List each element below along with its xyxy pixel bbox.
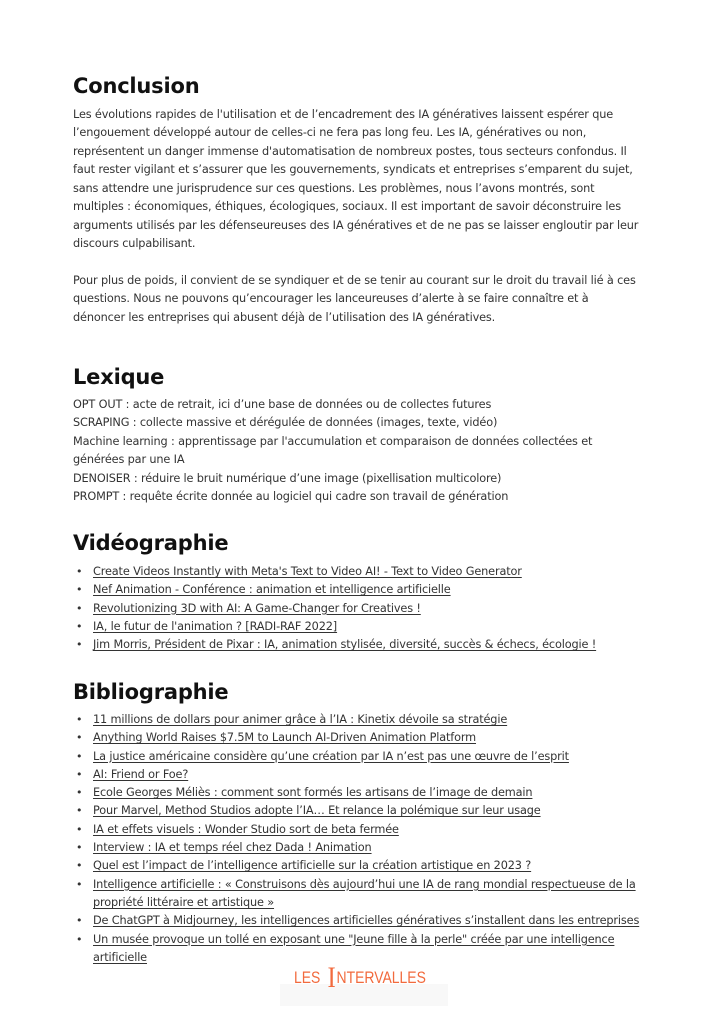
link-text-line[interactable]: Ecole Georges Méliès : comment sont formés les artisans de l’image de demain bbox=[93, 786, 533, 800]
videographie-heading: Vidéographie bbox=[73, 531, 229, 555]
bibliographie-link[interactable] bbox=[93, 748, 663, 766]
videographie-link[interactable] bbox=[93, 581, 663, 599]
list-item bbox=[73, 839, 663, 857]
link-text-line[interactable]: Jim Morris, Président de Pixar : IA, animation stylisée, diversité, succès & échecs, écologie ! bbox=[93, 638, 597, 652]
text-line: dénoncer les entreprises qui abusent déjà de l’utilisation des IA génératives. bbox=[73, 310, 496, 324]
bullet-icon: • bbox=[76, 914, 83, 928]
text-line: discours culpabilisant. bbox=[73, 237, 196, 251]
bibliographie-section bbox=[73, 678, 663, 967]
link-text-line[interactable]: La justice américaine considère qu’une création par IA n’est pas une œuvre de l’esprit bbox=[93, 749, 569, 763]
text-line: Machine learning : apprentissage par l'accumulation et comparaison de données collectées et bbox=[73, 434, 593, 448]
bibliographie-heading: Bibliographie bbox=[73, 680, 229, 704]
bullet-icon: • bbox=[76, 804, 83, 818]
text-line: questions. Nous ne pouvons qu’encourager les lanceureuses d’alerte à se faire connaître et à bbox=[73, 292, 589, 306]
link-text-line[interactable]: Intelligence artificielle : « Construisons dès aujourd’hui une IA de rang mondial respectueuse de la bbox=[93, 877, 636, 891]
link-text-line[interactable]: IA, le futur de l'animation ? [RADI-RAF 2022] bbox=[93, 619, 338, 633]
bullet-icon: • bbox=[76, 565, 83, 578]
list-item bbox=[73, 711, 663, 729]
bibliographie-link[interactable] bbox=[93, 912, 663, 930]
logo-initial: I bbox=[327, 961, 336, 994]
list-item bbox=[73, 600, 663, 618]
videographie-section bbox=[73, 529, 663, 654]
text-line: l’engouement développé autour de celles-ci ne fera pas long feu. Les IA, génératives ou non, bbox=[73, 126, 587, 140]
link-text-line[interactable]: IA et effets visuels : Wonder Studio sort de beta fermée bbox=[93, 822, 399, 836]
link-text-line[interactable]: Anything World Raises $7.5M to Launch AI-Driven Animation Platform bbox=[93, 731, 477, 745]
list-item bbox=[73, 636, 663, 654]
bibliographie-link[interactable] bbox=[93, 711, 663, 729]
bullet-icon: • bbox=[76, 877, 83, 891]
link-text-line[interactable]: Un musée provoque un tollé en exposant une "Jeune fille à la perle" créée par une intelligence bbox=[93, 932, 615, 946]
lexique-section bbox=[73, 363, 663, 507]
link-text-line[interactable]: De ChatGPT à Midjourney, les intelligences artificielles génératives s’installent dans les entreprises bbox=[93, 914, 640, 928]
link-text-line[interactable]: Create Videos Instantly with Meta's Text to Video AI! - Text to Video Generator bbox=[93, 565, 522, 578]
bibliographie-link[interactable] bbox=[93, 802, 663, 820]
list-item bbox=[73, 748, 663, 766]
text-line: OPT OUT : acte de retrait, ici d’une base de données ou de collectes futures bbox=[73, 398, 492, 411]
bullet-icon: • bbox=[76, 749, 83, 763]
lexique-heading: Lexique bbox=[73, 365, 165, 389]
text-line: Les évolutions rapides de l'utilisation et de l’encadrement des IA génératives laissent espérer que bbox=[73, 108, 614, 121]
videographie-link[interactable] bbox=[93, 618, 663, 636]
bullet-icon: • bbox=[76, 713, 83, 726]
bibliographie-link[interactable] bbox=[93, 857, 663, 875]
text-line: multiples : économiques, éthiques, écologiques, sociaux. Il est important de savoir déconstruire les bbox=[73, 200, 621, 214]
list-item bbox=[73, 912, 663, 930]
link-text-line[interactable]: propriété littéraire et artistique » bbox=[93, 895, 275, 909]
bullet-icon: • bbox=[76, 583, 83, 597]
bullet-icon: • bbox=[76, 859, 83, 873]
bullet-icon: • bbox=[76, 822, 83, 836]
list-item bbox=[73, 766, 663, 784]
videographie-link[interactable] bbox=[93, 563, 663, 581]
text-line: Pour plus de poids, il convient de se syndiquer et de se tenir au courant sur le droit du travail lié à ces bbox=[73, 273, 636, 287]
text-line: faut rester vigilant et s’assurer que les gouvernements, syndicats et entreprises s’emparent du sujet, bbox=[73, 163, 633, 177]
list-item bbox=[73, 857, 663, 875]
videographie-list bbox=[73, 563, 663, 654]
list-item bbox=[73, 876, 663, 913]
bibliographie-link[interactable] bbox=[93, 784, 663, 802]
text-line: sans attendre une jurisprudence sur ces questions. Les problèmes, nous l’avons montrés, sont bbox=[73, 181, 595, 195]
conclusion-paragraph-2 bbox=[73, 272, 663, 327]
list-item bbox=[73, 784, 663, 802]
list-item bbox=[73, 563, 663, 581]
logo-rest: NTERVALLES bbox=[336, 968, 426, 987]
link-text-line[interactable]: Revolutionizing 3D with AI: A Game-Changer for Creatives ! bbox=[93, 601, 421, 615]
link-text-line[interactable]: artificielle bbox=[93, 950, 147, 964]
lexique-definitions bbox=[73, 396, 663, 507]
text-line: SCRAPING : collecte massive et dérégulée de données (images, texte, vidéo) bbox=[73, 416, 498, 430]
conclusion-heading: Conclusion bbox=[73, 74, 200, 98]
bibliographie-list bbox=[73, 711, 663, 967]
bullet-icon: • bbox=[76, 638, 83, 652]
text-line: générées par une IA bbox=[73, 453, 185, 467]
bullet-icon: • bbox=[76, 731, 83, 745]
list-item bbox=[73, 729, 663, 747]
text-line: représentent un danger immense d'automatisation de nombreux postes, tous secteurs confondus. Il bbox=[73, 144, 627, 158]
list-item bbox=[73, 821, 663, 839]
text-line: arguments utilisés par les défenseureuses des IA génératives et de ne pas se laisser engloutir par leur bbox=[73, 218, 639, 232]
bullet-icon: • bbox=[76, 601, 83, 615]
bibliographie-link[interactable] bbox=[93, 931, 663, 968]
footer-logo bbox=[278, 961, 450, 1006]
text-line: DENOISER : réduire le bruit numérique d’une image (pixellisation multicolore) bbox=[73, 471, 502, 485]
bullet-icon: • bbox=[76, 932, 83, 946]
videographie-link[interactable] bbox=[93, 600, 663, 618]
bibliographie-link[interactable] bbox=[93, 729, 663, 747]
conclusion-paragraph-1 bbox=[73, 106, 663, 254]
bibliographie-link[interactable] bbox=[93, 876, 663, 913]
bullet-icon: • bbox=[76, 767, 83, 781]
bullet-icon: • bbox=[76, 786, 83, 800]
list-item bbox=[73, 931, 663, 968]
link-text-line[interactable]: Quel est l’impact de l’intelligence artificielle sur la création artistique en 2023 ? bbox=[93, 859, 532, 873]
link-text-line[interactable]: AI: Friend or Foe? bbox=[93, 767, 189, 781]
link-text-line[interactable]: 11 millions de dollars pour animer grâce à l’IA : Kinetix dévoile sa stratégie bbox=[93, 713, 508, 726]
bullet-icon: • bbox=[76, 619, 83, 633]
link-text-line[interactable]: Pour Marvel, Method Studios adopte l’IA… Et relance la polémique sur leur usage bbox=[93, 804, 541, 818]
bibliographie-link[interactable] bbox=[93, 766, 663, 784]
bibliographie-link[interactable] bbox=[93, 839, 663, 857]
les-intervalles-logo bbox=[294, 961, 426, 994]
link-text-line[interactable]: Nef Animation - Conférence : animation et intelligence artificielle bbox=[93, 583, 451, 597]
bullet-icon: • bbox=[76, 841, 83, 855]
list-item bbox=[73, 802, 663, 820]
bibliographie-link[interactable] bbox=[93, 821, 663, 839]
list-item bbox=[73, 581, 663, 599]
conclusion-section bbox=[73, 72, 663, 327]
link-text-line[interactable]: Interview : IA et temps réel chez Dada ! Animation bbox=[93, 841, 372, 855]
list-item bbox=[73, 618, 663, 636]
logo-prefix: LES bbox=[294, 968, 325, 987]
text-line: PROMPT : requête écrite donnée au logiciel qui cadre son travail de génération bbox=[73, 490, 509, 504]
videographie-link[interactable] bbox=[93, 636, 663, 654]
